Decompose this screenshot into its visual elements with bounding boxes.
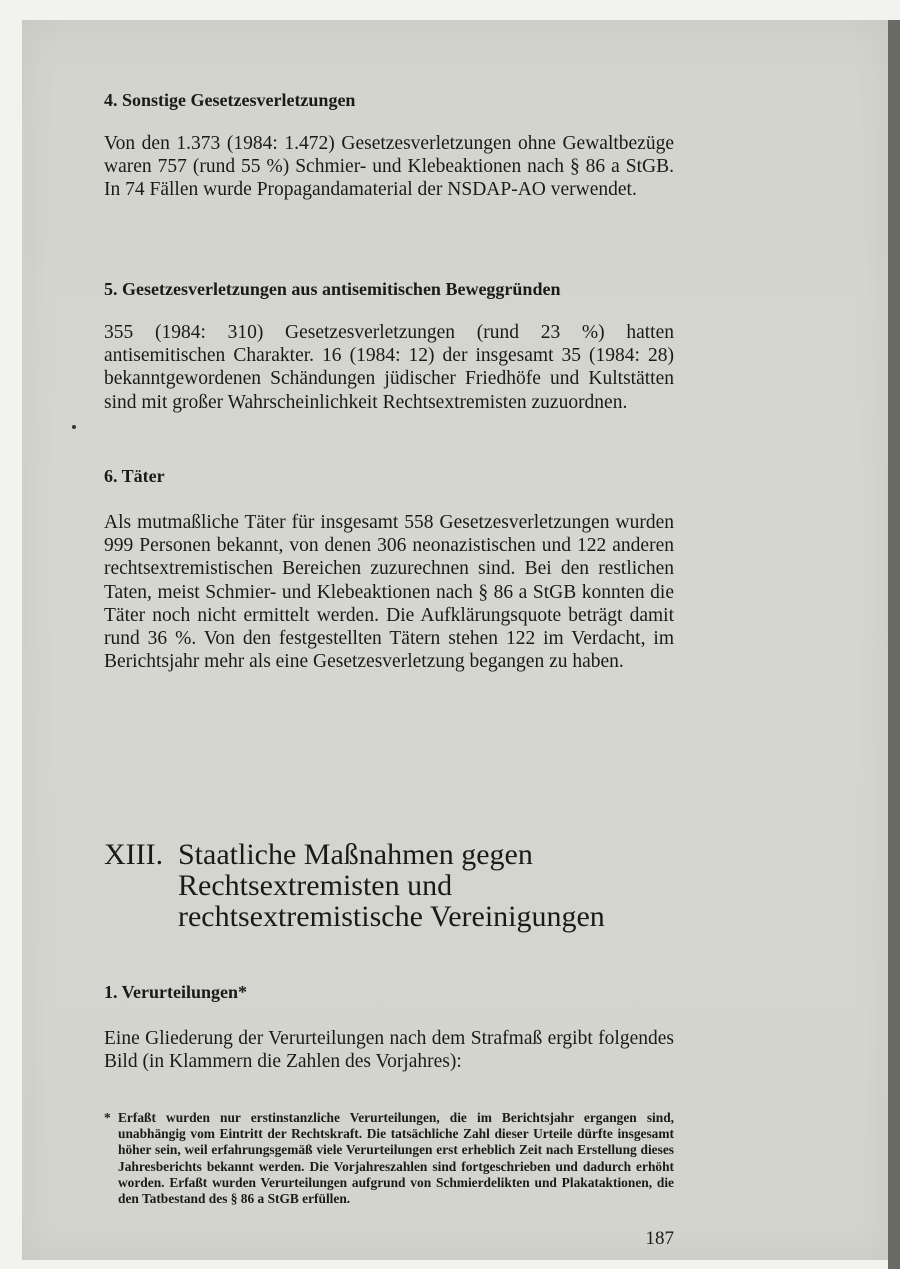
section-5-heading: 5. Gesetzesverletzungen aus antisemitischen Beweggründen: [104, 279, 561, 299]
footnote-text: Erfaßt wurden nur erstinstanzliche Verurteilungen, die im Berichtsjahr ergangen sind, unabhängig vom Eintritt der Rechtskraft. Die tatsächliche Zahl dieser Urteile dürfte insgesamt höher sein, weil erfahrungsgemäß viele Verurteilungen erst erheblich Zeit nach Erstellung dieses Jahresberichts bekannt werden. Die Vorjahreszahlen sind fortgeschrieben und dadurch erhöht worden. Erfaßt wurden Verurteilungen aufgrund von Schmierdelikten und Plakataktionen, die den Tatbestand des § 86 a StGB erfüllen.: [118, 1110, 674, 1207]
scan-speck: [72, 425, 76, 429]
section-5-paragraph: 355 (1984: 310) Gesetzesverletzungen (rund 23 %) hatten antisemitischen Charakter. 16 (1984: 12) der insgesamt 35 (1984: 28) bekanntgewordenen Schändungen jüdischer Friedhöfe und Kultstätten sind mit großer Wahrscheinlichkeit Rechtsextremisten zuzuordnen.: [104, 322, 674, 413]
section-4-heading: 4. Sonstige Gesetzesverletzungen: [104, 90, 356, 110]
scan-edge: [888, 20, 900, 1269]
page-number: 187: [645, 1228, 674, 1249]
chapter-title-line-1: Staatliche Maßnahmen gegen: [178, 838, 533, 871]
section-6-paragraph: Als mutmaßliche Täter für insgesamt 558 Gesetzesverletzungen wurden 999 Personen bekannt, von denen 306 neonazistischen und 122 anderen rechtsextremistischen Bereichen zuzurechnen sind. Bei den restlichen Taten, meist Schmier- und Klebeaktionen nach § 86 a StGB konnten die Täter noch nicht ermittelt werden. Die Aufklärungsquote beträgt damit rund 36 %. Von den festgestellten Tätern stehen 122 im Verdacht, im Berichtsjahr mehr als eine Gesetzesverletzung begangen zu haben.: [104, 512, 674, 673]
subsection-heading: 1. Verurteilungen*: [104, 982, 248, 1002]
section-6-heading: 6. Täter: [104, 466, 165, 486]
section-4-paragraph: Von den 1.373 (1984: 1.472) Gesetzesverletzungen ohne Gewaltbezüge waren 757 (rund 55 %) Schmier- und Klebeaktionen nach § 86 a StGB. In 74 Fällen wurde Propagandamaterial der NSDAP-AO verwendet.: [104, 133, 674, 201]
chapter-title-line-3: rechtsextremistische Vereinigungen: [178, 900, 605, 933]
footnote: [104, 1110, 674, 1207]
subsection-paragraph: Eine Gliederung der Verurteilungen nach dem Strafmaß ergibt folgendes Bild (in Klammern die Zahlen des Vorjahres):: [104, 1028, 674, 1073]
footnote-marker: *: [104, 1110, 111, 1125]
chapter-title-line-2: Rechtsextremisten und: [178, 869, 453, 902]
chapter-number: XIII.: [104, 838, 164, 871]
